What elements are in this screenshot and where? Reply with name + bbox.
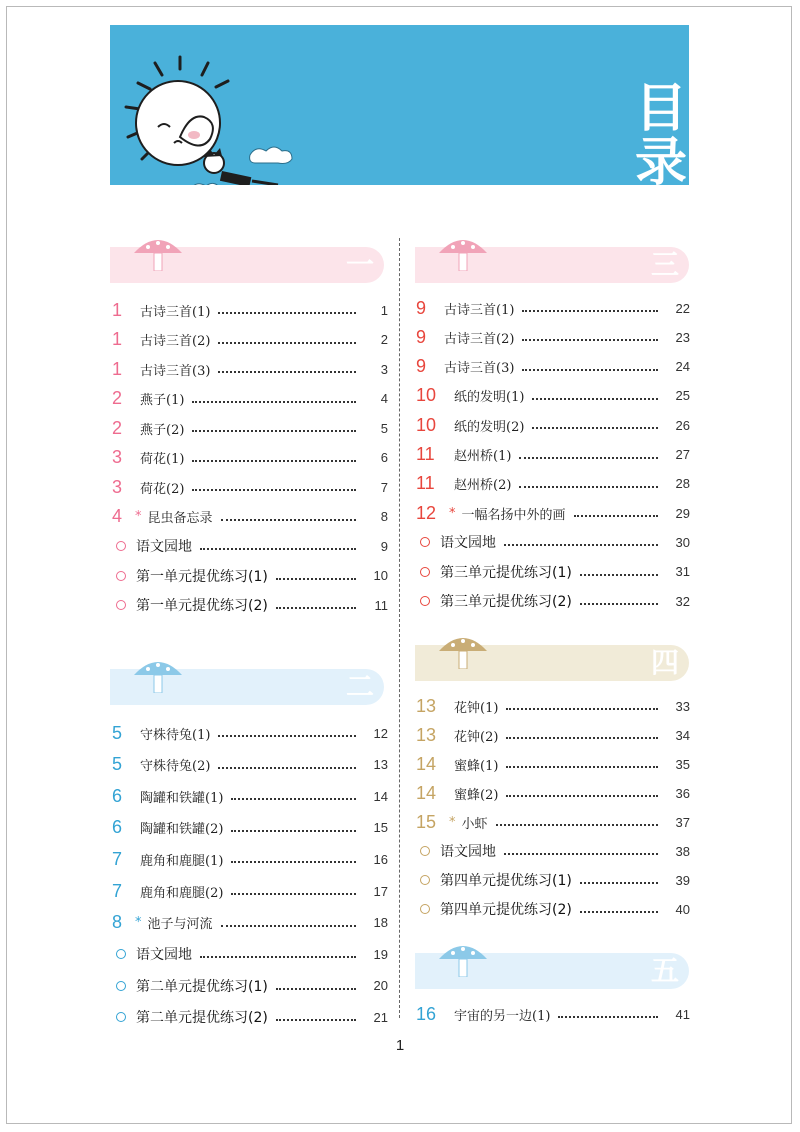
entry-page-number: 15 — [373, 820, 388, 836]
dot-leader — [522, 310, 658, 312]
toc-entry[interactable] — [416, 897, 690, 921]
entry-page-number: 18 — [373, 915, 388, 931]
entry-title: 第四单元提优练习(1) — [440, 873, 572, 889]
toc-entry[interactable] — [112, 328, 388, 352]
entry-title: 语文园地 — [136, 539, 192, 555]
entry-title: 第三单元提优练习(2) — [440, 594, 572, 610]
entry-page-number: 8 — [380, 509, 388, 524]
toc-entry[interactable] — [112, 505, 388, 529]
dot-leader — [580, 603, 658, 605]
lesson-number: 6 — [112, 785, 123, 806]
entry-page-number: 6 — [380, 450, 388, 465]
dot-leader — [506, 708, 658, 710]
dot-leader — [231, 861, 356, 863]
entry-title: 纸的发明(1) — [454, 390, 525, 406]
entry-title: 陶罐和铁罐(2) — [140, 822, 224, 838]
dot-leader — [496, 824, 658, 826]
dot-leader — [192, 460, 356, 462]
circle-bullet-icon — [420, 846, 430, 856]
entry-title: 鹿角和鹿腿(1) — [140, 853, 224, 869]
entry-page-number: 20 — [373, 978, 388, 994]
lesson-number: 14 — [416, 782, 437, 803]
lesson-number: 10 — [416, 414, 437, 435]
toc-entry[interactable] — [416, 752, 690, 776]
unit-header-5 — [415, 953, 689, 989]
lesson-number: 4 — [112, 506, 123, 526]
dot-leader — [558, 1016, 658, 1018]
entry-title: 古诗三首(2) — [140, 334, 211, 349]
entry-page-number: 41 — [675, 1006, 690, 1022]
dot-leader — [522, 369, 658, 371]
toc-entry[interactable] — [416, 325, 690, 349]
dot-leader — [276, 607, 356, 609]
toc-entry[interactable] — [112, 911, 388, 935]
circle-bullet-icon — [116, 571, 126, 581]
entry-title: 赵州桥(2) — [454, 478, 512, 494]
dot-leader — [276, 578, 356, 580]
header-banner — [110, 25, 689, 185]
entry-title: 池子与河流 — [147, 917, 213, 933]
entry-page-number: 24 — [675, 359, 690, 375]
entry-page-number: 7 — [380, 479, 388, 495]
toc-entry[interactable] — [416, 472, 690, 496]
entry-page-number: 4 — [380, 391, 388, 406]
toc-entry[interactable] — [112, 753, 388, 777]
mushroom-icon — [423, 937, 503, 977]
entry-title: 燕子(1) — [140, 393, 185, 408]
dot-leader — [580, 911, 658, 913]
lesson-number: 15 — [416, 811, 437, 832]
optional-star: * — [449, 505, 456, 521]
entry-title: 昆虫备忘录 — [147, 511, 213, 526]
entry-page-number: 34 — [675, 727, 690, 743]
entry-title: 第一单元提优练习(1) — [136, 568, 268, 585]
dot-leader — [231, 893, 356, 895]
toc-entry[interactable] — [416, 694, 690, 718]
entry-title: 小虾 — [461, 816, 488, 832]
entry-title: 陶罐和铁罐(1) — [140, 790, 224, 806]
toc-entry[interactable] — [416, 413, 690, 437]
dot-leader — [200, 548, 356, 550]
entry-page-number: 33 — [675, 698, 690, 714]
toc-entry[interactable] — [416, 868, 690, 892]
toc-entry[interactable] — [416, 589, 690, 613]
circle-bullet-icon — [420, 537, 430, 547]
entry-title: 古诗三首(1) — [140, 304, 211, 320]
lesson-number: 9 — [416, 326, 427, 347]
toc-entry[interactable] — [112, 475, 388, 499]
circle-bullet-icon — [116, 600, 126, 610]
entry-page-number: 26 — [675, 417, 690, 433]
lesson-number: 11 — [416, 473, 435, 494]
entry-title: 蜜蜂(1) — [454, 758, 499, 774]
entry-page-number: 28 — [675, 476, 690, 492]
lesson-number: 8 — [112, 912, 123, 933]
optional-star: * — [135, 915, 142, 931]
mushroom-icon — [118, 231, 198, 271]
dot-leader — [522, 339, 658, 341]
toc-entry[interactable] — [112, 387, 388, 411]
entry-title: 古诗三首(2) — [444, 331, 515, 347]
entry-title: 宇宙的另一边(1) — [454, 1008, 551, 1024]
toc-entry[interactable] — [112, 942, 388, 966]
lesson-number: 11 — [416, 444, 435, 464]
entry-page-number: 5 — [380, 420, 388, 436]
entry-title: 燕子(2) — [140, 422, 185, 438]
circle-bullet-icon — [420, 904, 430, 914]
lesson-number: 9 — [416, 297, 427, 318]
column-divider — [399, 238, 400, 1018]
unit-number-1: 一 — [345, 248, 374, 281]
dot-leader — [221, 519, 356, 521]
lesson-number: 5 — [112, 754, 123, 775]
lesson-number: 3 — [112, 447, 123, 467]
toc-entry[interactable] — [416, 501, 690, 525]
entry-page-number: 38 — [675, 843, 690, 859]
unit-header-2 — [110, 669, 384, 705]
lesson-number: 2 — [112, 417, 123, 438]
entry-page-number: 32 — [675, 593, 690, 609]
entry-page-number: 11 — [374, 597, 388, 613]
dot-leader — [580, 574, 658, 576]
entry-title: 鹿角和鹿腿(2) — [140, 885, 224, 901]
entry-page-number: 13 — [373, 757, 388, 773]
dot-leader — [218, 312, 356, 314]
toc-entry[interactable] — [112, 721, 388, 745]
entry-page-number: 30 — [675, 534, 690, 550]
toc-entry[interactable] — [416, 781, 690, 805]
entry-page-number: 3 — [380, 361, 388, 377]
dot-leader — [276, 1019, 356, 1021]
circle-bullet-icon — [116, 1012, 126, 1022]
entry-page-number: 12 — [373, 725, 388, 741]
toc-entry[interactable] — [112, 534, 388, 558]
entry-page-number: 22 — [675, 300, 690, 316]
entry-page-number: 1 — [380, 302, 388, 318]
entry-title: 第一单元提优练习(2) — [136, 598, 268, 614]
mushroom-icon — [423, 629, 503, 669]
toc-entry[interactable] — [112, 357, 388, 381]
entry-page-number: 39 — [675, 872, 690, 888]
dot-leader — [580, 882, 658, 884]
dot-leader — [192, 401, 356, 403]
circle-bullet-icon — [116, 949, 126, 959]
optional-star: * — [449, 814, 456, 830]
lesson-number: 16 — [416, 1003, 437, 1024]
toc-entry[interactable] — [112, 593, 388, 617]
unit-number-4: 四 — [650, 646, 679, 679]
toc-entry[interactable] — [416, 384, 690, 408]
lesson-number: 14 — [416, 753, 437, 774]
dot-leader — [231, 798, 356, 800]
entry-page-number: 17 — [373, 883, 388, 899]
unit-header-1 — [110, 247, 384, 283]
toc-entry[interactable] — [112, 446, 388, 470]
lesson-number: 3 — [112, 476, 123, 497]
dot-leader — [504, 544, 658, 546]
dot-leader — [231, 830, 356, 832]
toc-entry[interactable] — [416, 810, 690, 834]
dot-leader — [218, 767, 356, 769]
circle-bullet-icon — [420, 567, 430, 577]
toc-entry[interactable] — [112, 784, 388, 808]
dot-leader — [192, 489, 356, 491]
dot-leader — [574, 515, 658, 517]
entry-page-number: 29 — [675, 505, 690, 521]
lesson-number: 9 — [416, 356, 427, 377]
entry-title: 荷花(2) — [140, 481, 185, 497]
entry-title: 赵州桥(1) — [454, 449, 512, 464]
entry-title: 语文园地 — [440, 844, 496, 860]
lesson-number: 2 — [112, 388, 123, 408]
circle-bullet-icon — [420, 596, 430, 606]
circle-bullet-icon — [116, 541, 126, 551]
lesson-number: 7 — [112, 848, 123, 869]
lesson-number: 1 — [112, 329, 123, 349]
entry-page-number: 14 — [373, 788, 388, 804]
sun-boy-illustration — [110, 25, 689, 185]
unit-header-4 — [415, 645, 689, 681]
circle-bullet-icon — [116, 981, 126, 991]
unit-number-2: 二 — [345, 670, 374, 703]
toc-entry[interactable] — [112, 816, 388, 840]
toc-entry[interactable] — [112, 564, 388, 588]
entry-title: 花钟(2) — [454, 729, 499, 745]
dot-leader — [200, 956, 356, 958]
dot-leader — [218, 735, 356, 737]
toc-entry[interactable] — [416, 355, 690, 379]
entry-page-number: 40 — [675, 901, 690, 917]
toc-entry[interactable] — [112, 974, 388, 998]
toc-entry[interactable] — [416, 723, 690, 747]
dot-leader — [519, 457, 658, 459]
entry-page-number: 37 — [675, 814, 690, 830]
lesson-number: 13 — [416, 695, 437, 716]
dot-leader — [519, 486, 658, 488]
title-char-top: 目 — [635, 79, 688, 139]
entry-page-number: 36 — [675, 785, 690, 801]
entry-title: 语文园地 — [136, 947, 192, 964]
dot-leader — [506, 795, 658, 797]
dot-leader — [506, 737, 658, 739]
entry-title: 古诗三首(3) — [444, 361, 515, 377]
mushroom-icon — [118, 653, 198, 693]
dot-leader — [218, 342, 356, 344]
dot-leader — [276, 988, 356, 990]
lesson-number: 1 — [112, 299, 123, 320]
entry-title: 守株待兔(1) — [140, 727, 211, 743]
dot-leader — [506, 766, 658, 768]
page-number: 1 — [395, 1037, 405, 1054]
dot-leader — [221, 925, 356, 927]
entry-page-number: 23 — [675, 329, 690, 345]
circle-bullet-icon — [420, 875, 430, 885]
toc-entry[interactable] — [112, 847, 388, 871]
entry-title: 蜜蜂(2) — [454, 787, 499, 803]
entry-title: 守株待兔(2) — [140, 759, 211, 775]
entry-page-number: 2 — [380, 332, 388, 347]
entry-title: 花钟(1) — [454, 700, 499, 716]
lesson-number: 5 — [112, 722, 123, 743]
toc-entry[interactable] — [416, 443, 690, 467]
dot-leader — [504, 853, 658, 855]
entry-title: 古诗三首(1) — [444, 302, 515, 318]
entry-title: 荷花(1) — [140, 452, 185, 467]
entry-page-number: 25 — [675, 388, 690, 404]
mushroom-icon — [423, 231, 503, 271]
lesson-number: 10 — [416, 385, 437, 406]
toc-entry[interactable] — [416, 839, 690, 863]
entry-title: 古诗三首(3) — [140, 363, 211, 379]
toc-entry[interactable] — [416, 296, 690, 320]
unit-number-3: 三 — [650, 248, 679, 281]
entry-page-number: 21 — [373, 1009, 388, 1025]
toc-entry[interactable] — [112, 416, 388, 440]
optional-star: * — [135, 509, 142, 524]
lesson-number: 6 — [112, 817, 123, 838]
entry-page-number: 35 — [675, 756, 690, 772]
entry-title: 第二单元提优练习(1) — [136, 978, 268, 995]
lesson-number: 7 — [112, 880, 123, 901]
toc-entry[interactable] — [416, 560, 690, 584]
dot-leader — [192, 430, 356, 432]
dot-leader — [218, 371, 356, 373]
toc-entry[interactable] — [416, 1002, 690, 1026]
entry-page-number: 9 — [380, 538, 388, 554]
entry-page-number: 10 — [373, 568, 388, 583]
entry-page-number: 31 — [675, 564, 690, 580]
entry-title: 语文园地 — [440, 535, 496, 552]
lesson-number: 12 — [416, 502, 437, 523]
title-char-bottom: 录 — [635, 133, 688, 185]
entry-title: 一幅名扬中外的画 — [461, 507, 566, 523]
lesson-number: 13 — [416, 724, 437, 745]
entry-title: 第二单元提优练习(2) — [136, 1010, 268, 1027]
unit-header-3 — [415, 247, 689, 283]
toc-entry[interactable] — [112, 1005, 388, 1029]
dot-leader — [532, 398, 658, 400]
entry-title: 纸的发明(2) — [454, 419, 525, 435]
dot-leader — [532, 427, 658, 429]
entry-page-number: 16 — [373, 851, 388, 867]
entry-title: 第三单元提优练习(1) — [440, 564, 572, 581]
toc-entry[interactable] — [112, 298, 388, 322]
toc-entry[interactable] — [112, 879, 388, 903]
toc-entry[interactable] — [416, 530, 690, 554]
entry-page-number: 27 — [675, 447, 690, 462]
entry-page-number: 19 — [373, 946, 388, 962]
unit-number-5: 五 — [650, 954, 679, 987]
entry-title: 第四单元提优练习(2) — [440, 902, 572, 918]
lesson-number: 1 — [112, 358, 123, 379]
